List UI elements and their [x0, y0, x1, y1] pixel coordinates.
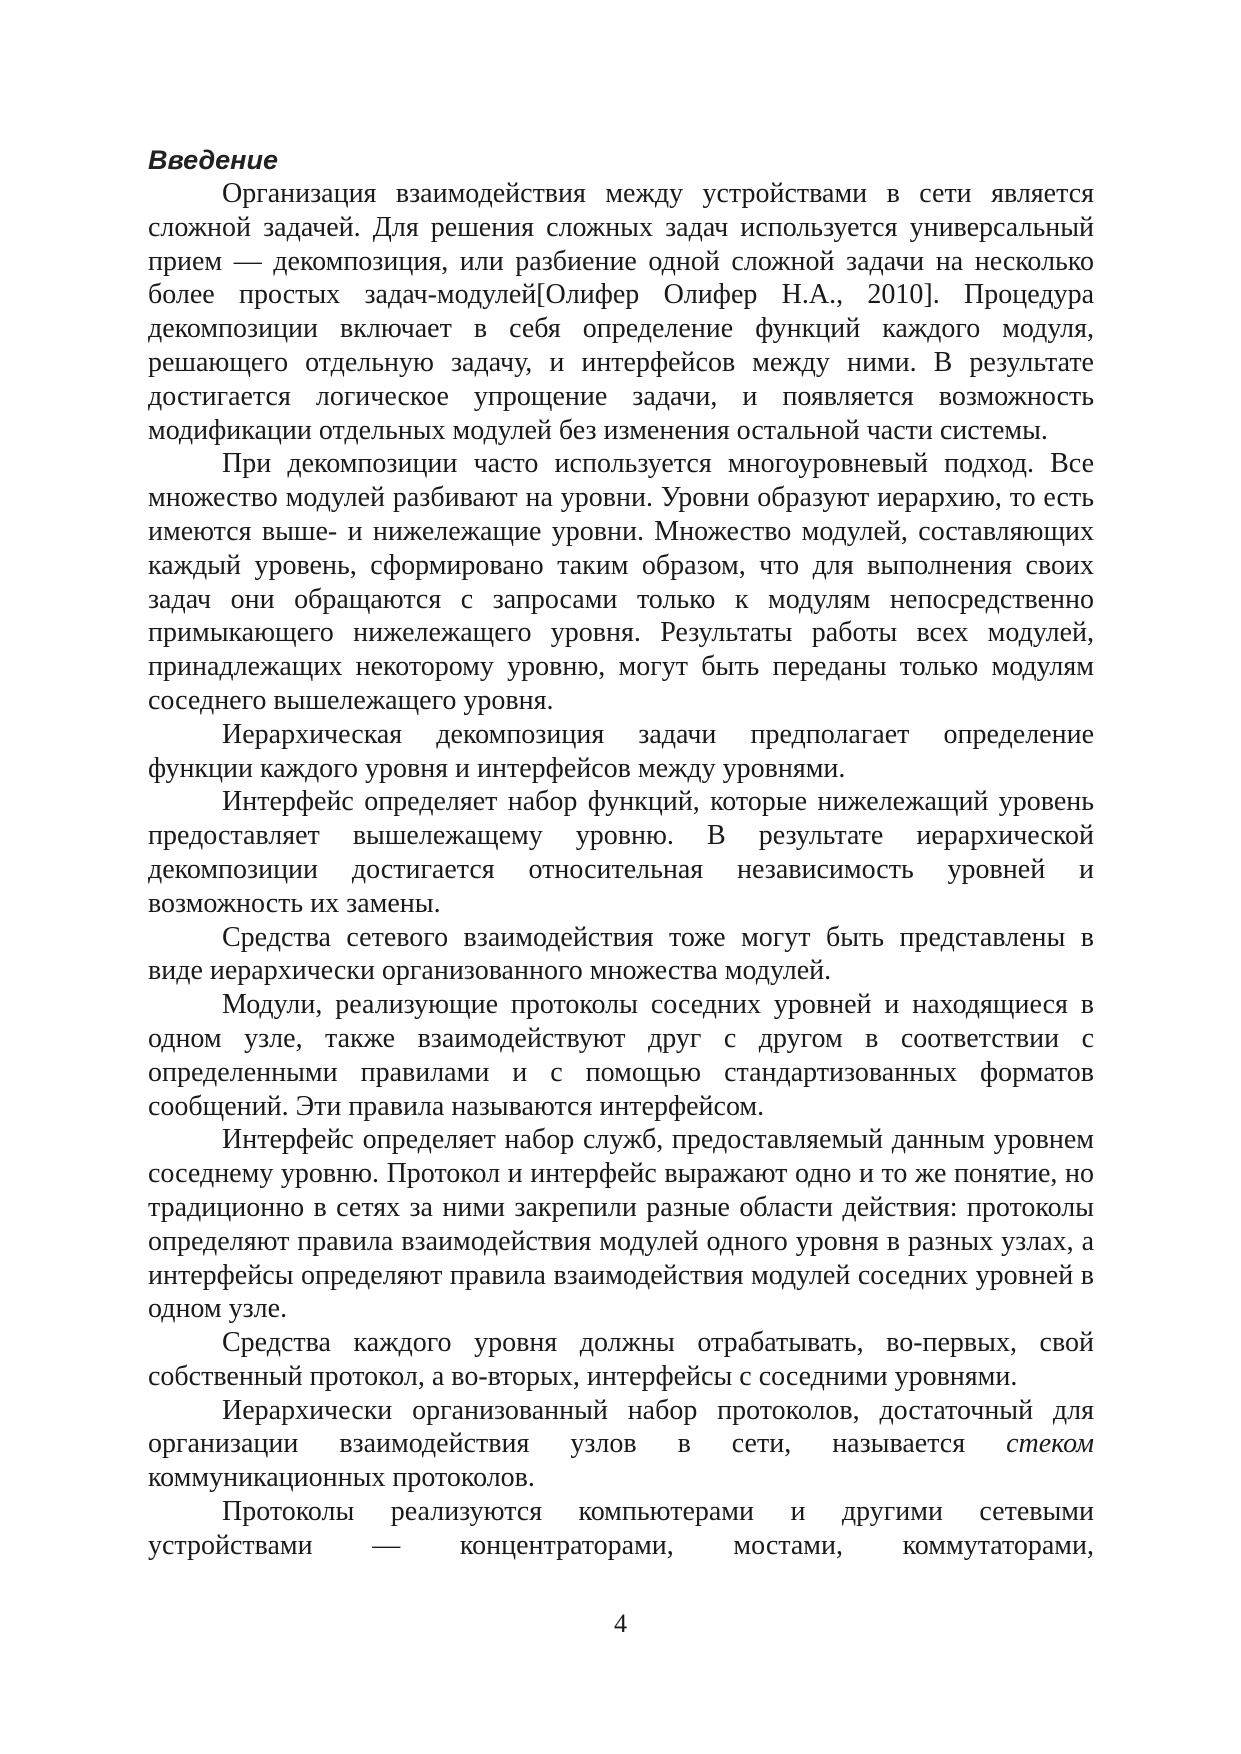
stack-definition-paragraph [148, 1394, 1094, 1495]
paragraph-continued: Протоколы реализуются компьютерами и другими сетевыми устройствами — концентраторами, мостами, коммутаторами, [148, 1496, 1094, 1561]
paragraph: Средства каждого уровня должны отрабатывать, во-первых, свой собственный протокол, а во-вторых, интерфейсы с соседними уровнями. [148, 1327, 1094, 1392]
page-number: 4 [614, 1609, 627, 1638]
paragraph: Интерфейс определяет набор служб, предоставляемый данным уровнем соседнему уровню. Протокол и интерфейс выражают одно и то же понятие, но традиционно в сетях за ними закрепили разные области действия: протоколы определяют правила взаимодействия модулей одного уровня в разных узлах, а интерфейсы определяют правила взаимодействия модулей соседних уровней в одном узле. [148, 1124, 1094, 1325]
page-body [148, 143, 1094, 1563]
paragraph: Модули, реализующие протоколы соседних уровней и находящиеся в одном узле, также взаимодействуют друг с другом в соответствии с определенными правилами и с помощью стандартизованных форматов сообщений. Эти правила называются интерфейсом. [148, 989, 1094, 1122]
paragraph: Средства сетевого взаимодействия тоже могут быть представлены в виде иерархически организованного множества модулей. [148, 921, 1094, 987]
paragraph-text-after: коммуникационных протоколов. [148, 1462, 535, 1494]
paragraph-text-before: Иерархически организованный набор протоколов, достаточный для организации взаимодействия узлов в сети, называется [148, 1394, 1094, 1460]
emphasized-term: стеком [1006, 1428, 1094, 1460]
section-heading: Введение [148, 145, 279, 175]
paragraph: Организация взаимодействия между устройствами в сети является сложной задачей. Для решения сложных задач используется универсальный прием — декомпозиция, или разбиение одной сложной задачи на несколько более простых задач-модулей[Олифер Олифер Н.А., 2010]. Процедура декомпозиции включает в себя определение функций каждого модуля, решающего отдельную задачу, и интерфейсов между ними. В результате достигается логическое упрощение задачи, и появляется возможность модификации отдельных модулей без изменения остальной части системы. [148, 178, 1094, 446]
paragraph: Иерархическая декомпозиция задачи предполагает определение функции каждого уровня и интерфейсов между уровнями. [148, 718, 1094, 784]
paragraph: При декомпозиции часто используется многоуровневый подход. Все множество модулей разбивают на уровни. Уровни образуют иерархию, то есть имеются выше- и нижележащие уровни. Множество модулей, составляющих каждый уровень, сформировано таким образом, что для выполнения своих задач они обращаются с запросами только к модулям непосредственно примыкающего нижележащего уровня. Результаты работы всех модулей, принадлежащих некоторому уровню, могут быть переданы только модулям соседнего вышележащего уровня. [148, 448, 1094, 716]
paragraph: Интерфейс определяет набор функций, которые нижележащий уровень предоставляет вышележащему уровню. В результате иерархической декомпозиции достигается относительная независимость уровней и возможность их замены. [148, 786, 1094, 919]
